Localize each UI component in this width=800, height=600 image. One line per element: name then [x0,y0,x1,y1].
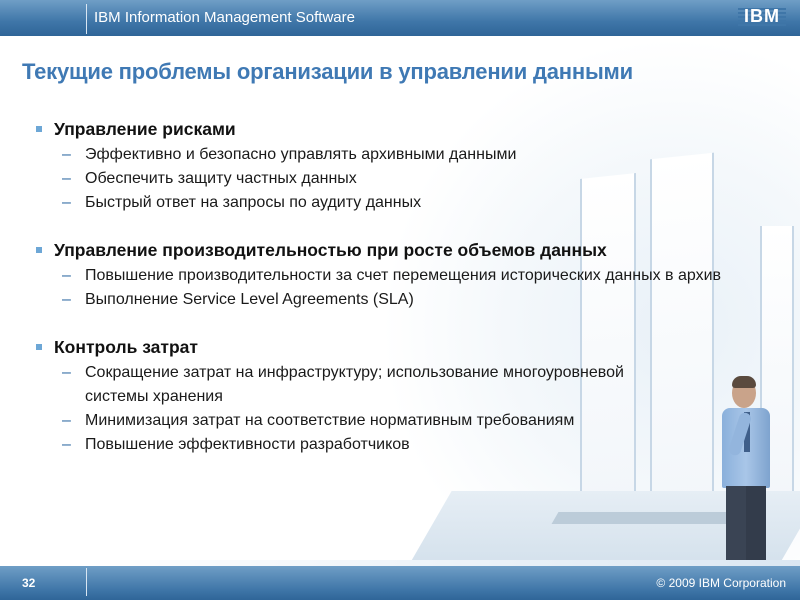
list-item: – Выполнение Service Level Agreements (SLA) [34,288,754,312]
dash-icon: – [62,146,71,163]
section-heading: Управление производительностью при росте объемов данных [54,240,607,260]
page-number: 32 [22,576,36,590]
list-item: – Быстрый ответ на запросы по аудиту данных [34,191,734,215]
square-bullet-icon [36,126,42,132]
dash-icon: – [62,364,71,381]
section-heading: Управление рисками [54,119,236,139]
list-item: – Сокращение затрат на инфраструктуру; использование многоуровневой системы хранения [34,361,645,409]
list-item: – Эффективно и безопасно управлять архивными данными [34,143,734,167]
ibm-logo: IBM [738,6,786,26]
dash-icon: – [62,412,71,429]
dash-icon: – [62,436,71,453]
dash-icon: – [62,194,71,211]
section-cost-control [34,336,734,457]
list-item: – Минимизация затрат на соответствие нормативным требованиям [34,409,714,433]
dash-icon: – [62,291,71,308]
list-item: – Повышение производительности за счет перемещения исторических данных в архив [34,264,754,288]
slide-content [34,118,734,481]
list-item: – Повышение эффективности разработчиков [34,433,714,457]
slide-title: Текущие проблемы организации в управлении данными [22,59,633,84]
header-divider [86,4,87,34]
section-risk-management [34,118,734,215]
header-bar [0,0,800,36]
dash-icon: – [62,170,71,187]
dash-icon: – [62,267,71,284]
square-bullet-icon [36,344,42,350]
section-performance-management [34,239,734,312]
footer-divider [86,568,87,596]
header-brand: IBM Information Management Software [94,9,355,26]
footer-bar [0,566,800,600]
list-item: – Обеспечить защиту частных данных [34,167,734,191]
square-bullet-icon [36,247,42,253]
section-heading: Контроль затрат [54,337,198,357]
copyright: © 2009 IBM Corporation [656,576,786,590]
